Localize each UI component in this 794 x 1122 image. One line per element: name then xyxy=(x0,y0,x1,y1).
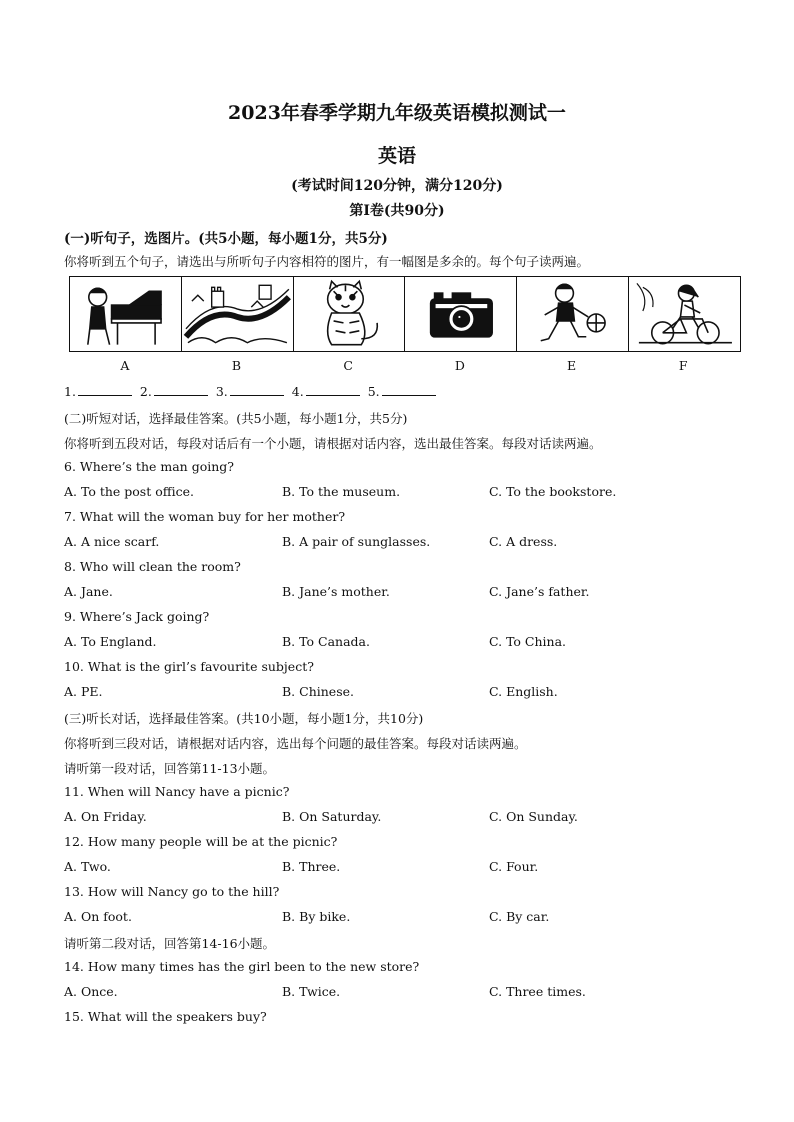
piano-player-icon xyxy=(70,277,182,351)
question: 6. Where’s the man going? xyxy=(64,459,234,474)
exam-title: 2023年春季学期九年级英语模拟测试一 xyxy=(228,102,566,124)
question: 8. Who will clean the room? xyxy=(64,559,241,574)
camera-icon xyxy=(405,277,517,351)
option-a: A. PE. xyxy=(64,684,103,699)
answer-blank[interactable] xyxy=(382,385,436,396)
blank-label: 3. xyxy=(215,384,228,399)
picture-letter: E xyxy=(566,358,577,373)
question: 12. How many people will be at the picnic? xyxy=(64,834,338,849)
question: 13. How will Nancy go to the hill? xyxy=(64,884,280,899)
option-b: B. Three. xyxy=(282,859,341,874)
option-c: C. By car. xyxy=(489,909,550,924)
option-c: C. Three times. xyxy=(489,984,586,999)
option-a: A. On foot. xyxy=(64,909,132,924)
option-a: A. On Friday. xyxy=(64,809,147,824)
blank-label: 2. xyxy=(139,384,152,399)
picture-letter: C xyxy=(343,358,353,373)
question: 10. What is the girl’s favourite subject? xyxy=(64,659,314,674)
dialog-instruction: 请听第二段对话，回答第14-16小题。 xyxy=(64,936,276,951)
option-c: C. To China. xyxy=(489,634,567,649)
picture-letters xyxy=(69,358,739,373)
option-b: B. To Canada. xyxy=(282,634,370,649)
blank-label: 1. xyxy=(64,384,76,399)
subject-title: 英语 xyxy=(377,145,416,167)
option-b: B. By bike. xyxy=(282,909,351,924)
question: 11. When will Nancy have a picnic? xyxy=(64,784,290,799)
option-b: B. Jane’s mother. xyxy=(282,584,390,599)
question: 9. Where’s Jack going? xyxy=(64,609,210,624)
option-b: B. Chinese. xyxy=(282,684,354,699)
option-a: A. Once. xyxy=(64,984,118,999)
option-b: B. Twice. xyxy=(282,984,341,999)
blank-label: 5. xyxy=(367,384,380,399)
section2-heading: (二)听短对话，选择最佳答案。(共5小题，每小题1分，共5分) xyxy=(64,411,408,426)
section1-heading: (一)听句子，选图片。(共5小题，每小题1分，共5分) xyxy=(64,231,388,247)
option-a: A. To England. xyxy=(64,634,157,649)
question: 7. What will the woman buy for her mother? xyxy=(64,509,346,524)
great-wall-icon xyxy=(182,277,294,351)
option-c: C. On Sunday. xyxy=(489,809,578,824)
picture-letter: F xyxy=(678,358,688,373)
option-a: A. A nice scarf. xyxy=(64,534,160,549)
section3-instruction: 你将听到三段对话，请根据对话内容，选出每个问题的最佳答案。每段对话读两遍。 xyxy=(64,736,527,751)
option-c: C. Four. xyxy=(489,859,539,874)
girl-cycling-icon xyxy=(629,277,740,351)
answer-blank[interactable] xyxy=(230,385,284,396)
option-c: C. English. xyxy=(489,684,558,699)
answer-blank[interactable] xyxy=(306,385,360,396)
question: 15. What will the speakers buy? xyxy=(64,1009,267,1024)
option-b: B. To the museum. xyxy=(282,484,401,499)
dialog-instruction: 请听第一段对话，回答第11-13小题。 xyxy=(64,761,276,776)
option-c: C. A dress. xyxy=(489,534,558,549)
answer-blanks xyxy=(64,384,440,399)
section2-instruction: 你将听到五段对话，每段对话后有一个小题，请根据对话内容，选出最佳答案。每段对话读两遍。 xyxy=(64,436,602,451)
option-b: B. On Saturday. xyxy=(282,809,382,824)
tiger-icon xyxy=(294,277,406,351)
blank-label: 4. xyxy=(291,384,304,399)
answer-blank[interactable] xyxy=(154,385,208,396)
basketball-boy-icon xyxy=(517,277,629,351)
question: 14. How many times has the girl been to the new store? xyxy=(64,959,420,974)
exam-info: (考试时间120分钟，满分120分) xyxy=(291,178,503,194)
option-a: A. To the post office. xyxy=(64,484,194,499)
section3-heading: (三)听长对话，选择最佳答案。(共10小题，每小题1分，共10分) xyxy=(64,711,424,726)
picture-strip xyxy=(69,276,741,352)
picture-letter: D xyxy=(454,358,465,373)
option-a: A. Two. xyxy=(64,859,111,874)
part-title: 第Ⅰ卷(共90分) xyxy=(349,203,445,219)
option-a: A. Jane. xyxy=(64,584,113,599)
section1-instruction: 你将听到五个句子，请选出与所听句子内容相符的图片，有一幅图是多余的。每个句子读两遍。 xyxy=(64,254,590,269)
option-b: B. A pair of sunglasses. xyxy=(282,534,431,549)
option-c: C. Jane’s father. xyxy=(489,584,590,599)
picture-letter: A xyxy=(120,358,130,373)
option-c: C. To the bookstore. xyxy=(489,484,617,499)
picture-letter: B xyxy=(231,358,242,373)
answer-blank[interactable] xyxy=(78,385,132,396)
